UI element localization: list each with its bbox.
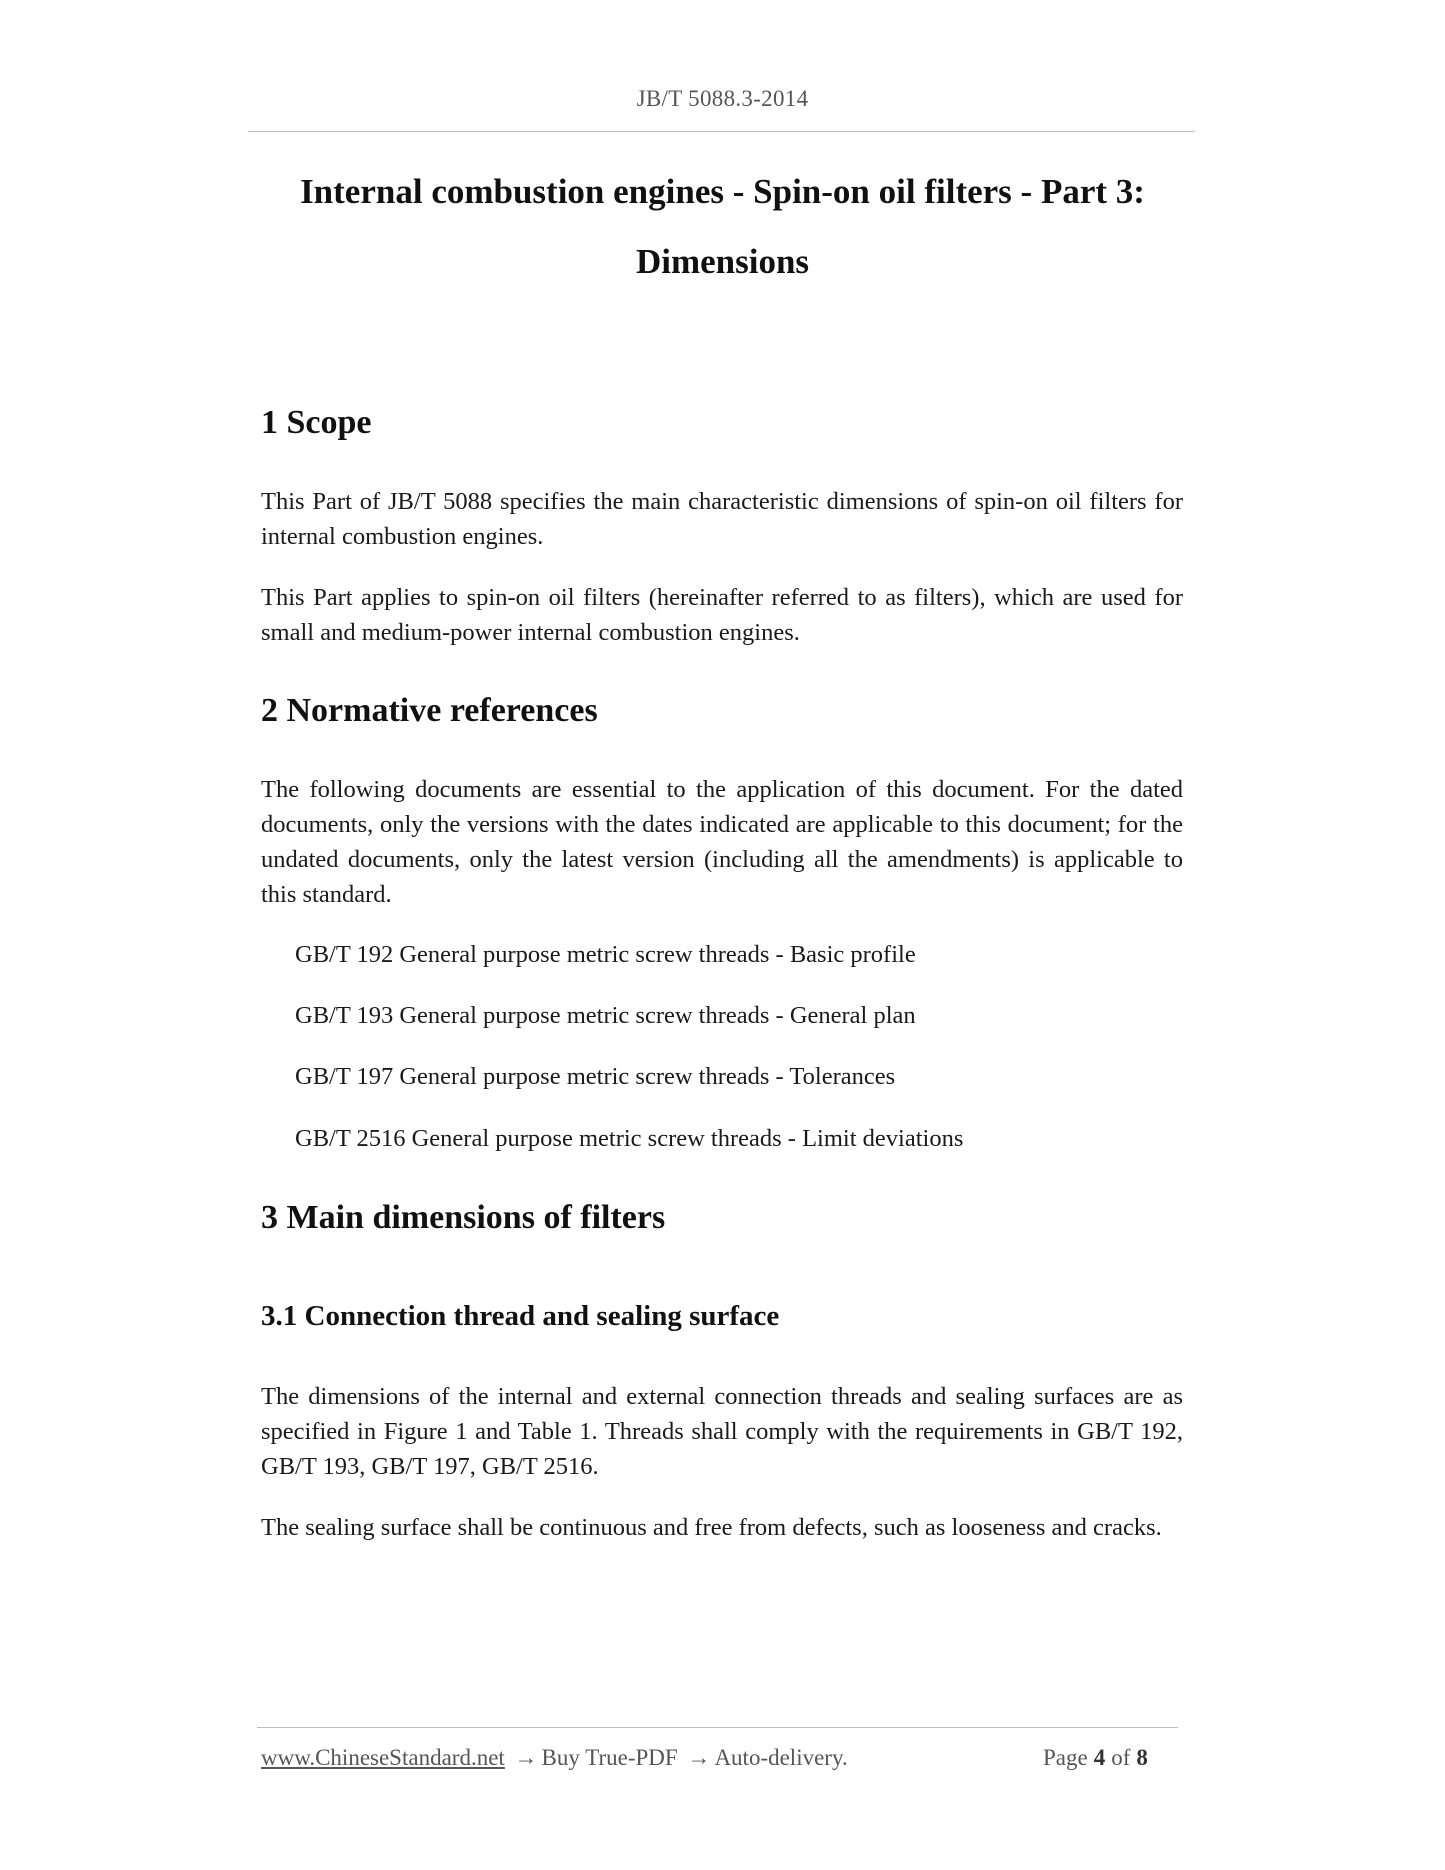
buy-true-pdf-text: Buy True-PDF [541,1745,678,1770]
section-heading-scope: 1 Scope [261,404,372,441]
arrow-right-icon: → [687,1745,711,1770]
section-heading-normative-references: 2 Normative references [261,692,598,729]
normative-references-paragraph: The following documents are essential to the application of this document. For the dated documents, only the versions with the dates indicated are applicable to this document; for the undated documents, only the latest version (including all the amendments) is applicable to this standard. [261,776,1183,908]
footer-promo [261,1745,848,1771]
document-title-line-1: Internal combustion engines - Spin-on oil filters - Part 3: [300,172,1145,211]
header-doc-code: JB/T 5088.3-2014 [636,86,809,111]
page-of-label: of [1111,1745,1131,1770]
auto-delivery-text: Auto-delivery. [714,1745,848,1770]
scope-paragraph-1: This Part of JB/T 5088 specifies the main characteristic dimensions of spin-on oil filters for internal combustion engines. [261,488,1183,550]
section-heading-main-dimensions: 3 Main dimensions of filters [261,1199,666,1236]
page-label: Page [1043,1745,1088,1770]
header-divider [248,131,1195,132]
main-dimensions-paragraph-2: The sealing surface shall be continuous and free from defects, such as looseness and cracks. [261,1514,1162,1541]
arrow-right-icon: → [514,1745,538,1770]
document-title-line-2: Dimensions [635,242,810,281]
footer-divider [257,1727,1178,1728]
page-current: 4 [1093,1745,1106,1770]
site-link[interactable]: www.ChineseStandard.net [261,1745,505,1770]
subsection-heading-connection-thread: 3.1 Connection thread and sealing surface [261,1300,780,1332]
scope-paragraph-2: This Part applies to spin-on oil filters (hereinafter referred to as filters), which are used for small and medium-power internal combustion engines. [261,584,1183,646]
main-dimensions-paragraph-1: The dimensions of the internal and external connection threads and sealing surfaces are as specified in Figure 1 and Table 1. Threads shall comply with the requirements in GB/T 192, GB/T 193, GB/T 197, GB/T 2516. [261,1383,1183,1480]
page-total: 8 [1136,1745,1148,1770]
reference-item: GB/T 197 General purpose metric screw threads - Tolerances [295,1063,896,1090]
reference-item: GB/T 192 General purpose metric screw threads - Basic profile [295,941,916,968]
reference-item: GB/T 2516 General purpose metric screw threads - Limit deviations [295,1125,964,1152]
page-indicator [1043,1745,1154,1771]
reference-item: GB/T 193 General purpose metric screw threads - General plan [295,1002,916,1029]
